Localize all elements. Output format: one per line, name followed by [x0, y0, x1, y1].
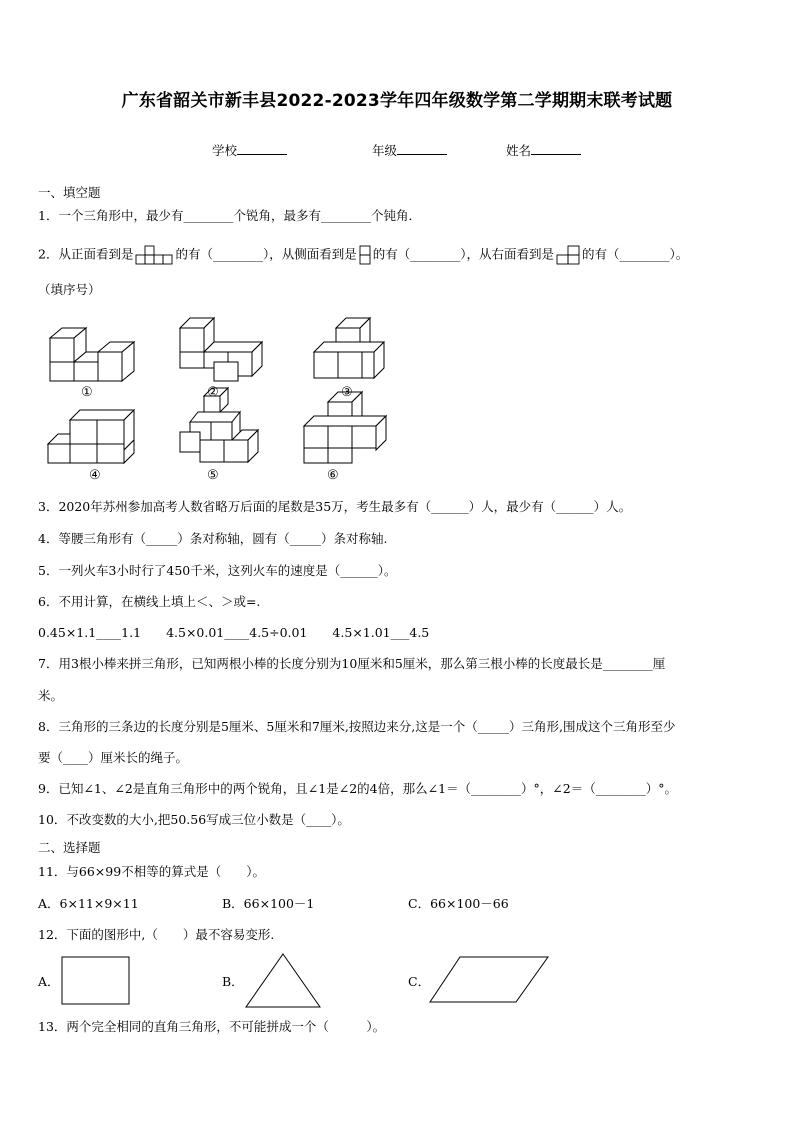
- question-12: 12．下面的图形中,（ ）最不容易变形.: [38, 927, 275, 942]
- rectangle-shape: [60, 955, 132, 1007]
- question-7-line-2: 米。: [38, 688, 64, 703]
- cube-figure-4: [48, 410, 134, 463]
- school-label: 学校: [212, 143, 238, 158]
- cube-figure-3: [314, 318, 384, 378]
- question-6: 6．不用计算，在横线上填上＜、＞或=.: [38, 594, 261, 609]
- question-9: 9．已知∠1、∠2是直角三角形中的两个锐角，且∠1是∠2的4倍，那么∠1＝（________）°，∠2＝（________）°。: [38, 781, 677, 796]
- question-1: 1．一个三角形中，最少有________个锐角，最多有________个钝角．: [38, 208, 421, 223]
- q11-option-c: C．66×100－66: [408, 896, 509, 911]
- question-10: 10．不改变数的大小,把50.56写成三位小数是（____）。: [38, 812, 350, 827]
- q2-part-c: 的有（________），从右面看到是: [372, 246, 554, 262]
- triangle-shape: [244, 952, 322, 1010]
- q12-option-c: C．: [408, 974, 431, 989]
- question-7-line-1: 7．用3根小棒来拼三角形，已知两根小棒的长度分别为10厘米和5厘米，那么第三根小棒的长度最长是________厘: [38, 656, 666, 671]
- question-11: 11．与66×99不相等的算式是（ ）。: [38, 864, 265, 879]
- section-multiple-choice: 二、选择题: [38, 840, 101, 855]
- cube-figure-6: [304, 392, 386, 463]
- front-view-icon: [135, 245, 173, 265]
- question-13: 13．两个完全相同的直角三角形，不可能拼成一个（ ）。: [38, 1019, 386, 1034]
- cube-figure-5: [180, 388, 258, 462]
- question-3: 3．2020年苏州参加高考人数省略万后面的尾数是35万，考生最多有（______）人，最少有（______）人。: [38, 499, 632, 514]
- question-8-line-2: 要（____）厘米长的绳子。: [38, 750, 189, 765]
- right-view-icon: [556, 245, 580, 265]
- q11-option-a: A．6×11×9×11: [38, 896, 139, 911]
- cube-figure-1: [50, 328, 134, 381]
- q2-part-d: 的有（________）。: [582, 246, 689, 262]
- question-2: [38, 245, 688, 265]
- q12-option-a: A．: [38, 974, 60, 989]
- question-4: 4．等腰三角形有（_____）条对称轴，圆有（_____）条对称轴.: [38, 531, 388, 546]
- grade-label: 年级: [372, 143, 398, 158]
- page-title: 广东省韶关市新丰县2022-2023学年四年级数学第二学期期末联考试题: [121, 91, 673, 111]
- question-6-items: 0.45×1.1____1.1 4.5×0.01____4.5÷0.01 4.5×1.01___4.5: [38, 625, 430, 640]
- q2-part-a: 2．从正面看到是: [38, 246, 134, 262]
- q12-option-b: B．: [222, 974, 244, 989]
- section-fill-blank: 一、填空题: [38, 185, 101, 200]
- q2-part-b: 的有（________），从侧面看到是: [175, 246, 357, 262]
- name-label: 姓名: [506, 143, 532, 158]
- side-view-icon: [359, 245, 371, 265]
- figure-label-3: ③: [341, 385, 353, 400]
- question-5: 5．一列火车3小时行了450千米，这列火车的速度是（______）。: [38, 563, 397, 578]
- figure-label-2: ②: [207, 385, 219, 400]
- grade-field: [372, 142, 447, 159]
- q11-option-b: B．66×100－1: [222, 896, 315, 911]
- question-8-line-1: 8．三角形的三条边的长度分别是5厘米、5厘米和7厘米,按照边来分,这是一个（_____）三角形,围成这个三角形至少: [38, 719, 676, 734]
- figure-label-1: ①: [81, 385, 93, 400]
- name-field: [506, 142, 581, 159]
- figure-label-4: ④: [89, 468, 101, 483]
- school-field: [212, 142, 287, 159]
- cube-figure-2: [180, 318, 262, 381]
- q2-note: （填序号）: [38, 282, 101, 297]
- figure-label-5: ⑤: [207, 468, 219, 483]
- figure-label-6: ⑥: [327, 468, 339, 483]
- parallelogram-shape: [428, 955, 550, 1005]
